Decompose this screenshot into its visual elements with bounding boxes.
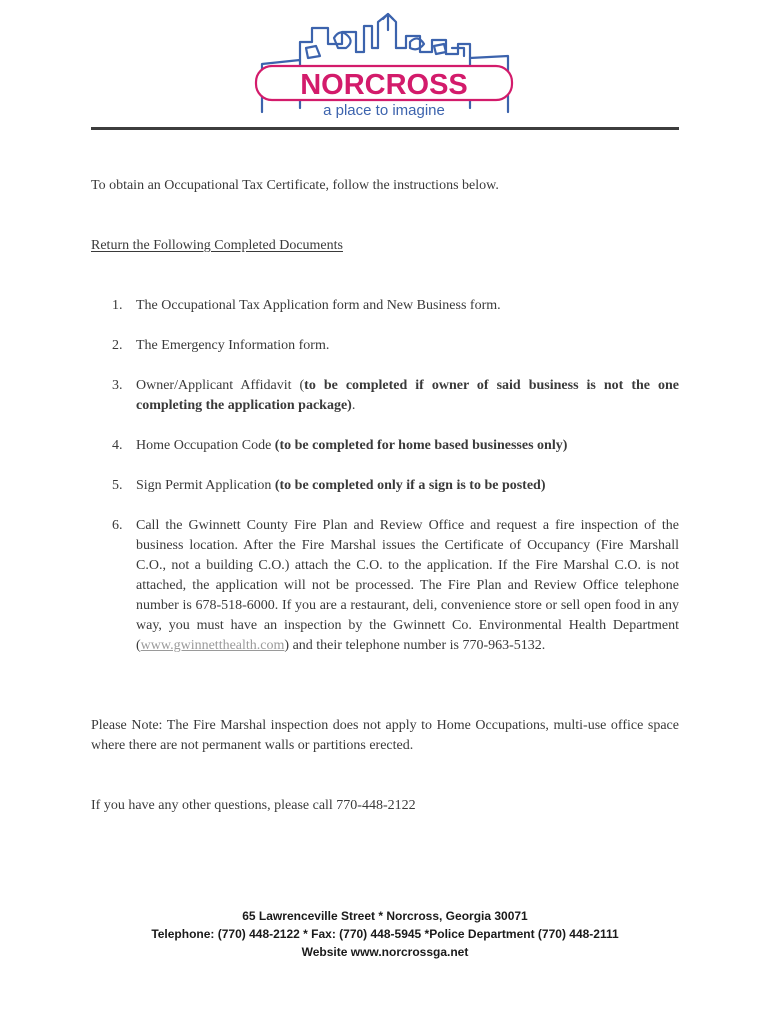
footer-contact [91,907,679,961]
step-text: The Occupational Tax Application form and New Business form. [136,298,501,313]
please-note-text: Please Note: The Fire Marshal inspection does not apply to Home Occupations, multi-use office space where there are not permanent walls or partitions erected. [91,718,679,753]
step-text: The Emergency Information form. [136,338,330,353]
step-text: Sign Permit Application [136,478,275,493]
list-item [91,336,679,356]
step-condition: to be completed if owner of said business is not the one completing the application package) [136,378,679,413]
step-tail: ) and their telephone number is 770-963-5132. [284,638,546,653]
list-item [91,296,679,316]
list-item [91,376,679,416]
logo-tagline: a place to imagine [323,102,445,119]
gwinnett-health-link[interactable]: www.gwinnetthealth.com [140,638,285,653]
step-number: 2. [112,338,123,353]
step-number: 4. [112,438,123,453]
list-item [91,436,679,456]
step-text: Owner/Applicant Affidavit ( [136,378,305,393]
logo-name: NORCROSS [300,69,468,101]
step-number: 5. [112,478,123,493]
documents-subheading: Return the Following Completed Documents [91,238,343,253]
questions-text: If you have any other questions, please call 770-448-2122 [91,798,416,813]
step-condition: (to be completed for home based businesses only) [274,438,568,453]
footer-phones: Telephone: (770) 448-2122 * Fax: (770) 448-5945 *Police Department (770) 448-2111 [151,927,619,941]
intro-text: To obtain an Occupational Tax Certificate, follow the instructions below. [91,178,499,193]
footer-address: 65 Lawrenceville Street * Norcross, Georgia 30071 [242,909,528,923]
list-item [91,476,679,496]
step-text: Home Occupation Code [136,438,275,453]
footer-website: Website www.norcrossga.net [301,945,469,959]
city-skyline-logo-icon [246,8,524,120]
norcross-logo [246,8,524,120]
step-text: Call the Gwinnett County Fire Plan and Review Office and request a fire inspection of the business location. After the Fire Marshal issues the Certificate of Occupancy (Fire Marshall C.O., not a building C.O.) attach the C.O. to the application. If the Fire Marshal C.O. is not attached, the application will not be processed. The Fire Plan and Review Office telephone number is 678-518-6000. If you are a restaurant, deli, convenience store or sell open food in any way, you must have an inspection by the Gwinnett Co. Environmental Health Department ( [136,518,679,653]
step-number: 6. [112,518,123,533]
step-condition: (to be completed only if a sign is to be posted) [274,478,546,493]
header-divider [91,127,679,130]
step-number: 3. [112,378,123,393]
document-steps-list [91,296,679,676]
list-item [91,516,679,656]
step-tail: . [351,398,356,413]
step-number: 1. [112,298,123,313]
